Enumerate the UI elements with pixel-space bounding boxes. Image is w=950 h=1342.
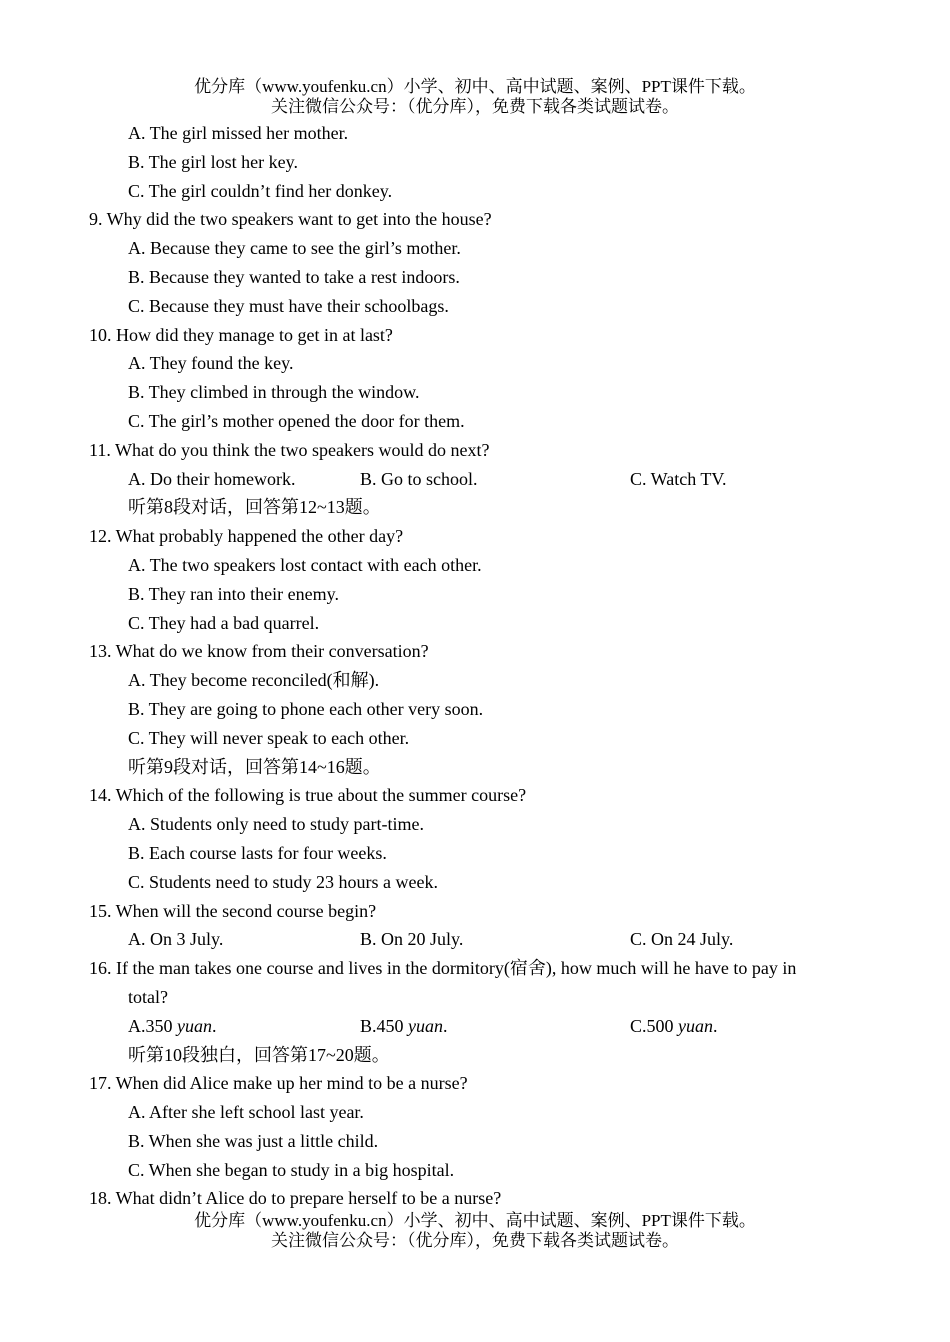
page-header [0,77,950,117]
q16-option-a-unit: yuan [177,1015,212,1036]
q16-option-b [360,1012,448,1041]
q16-option-a-period: . [212,1015,217,1036]
q14-option-a: A. Students only need to study part-time. [128,814,424,835]
q10-option-c: C. The girl’s mother opened the door for them. [128,410,465,431]
q10-option-b: B. They climbed in through the window. [128,382,420,403]
q17-option-c: C. When she began to study in a big hospital. [128,1159,455,1180]
q12-option-b: B. They ran into their enemy. [128,583,339,604]
q15-options [0,925,950,954]
q15-text: 15. When will the second course begin? [89,900,377,921]
q12-text: 12. What probably happened the other day? [89,526,404,547]
q17-text: 17. When did Alice make up her mind to be a nurse? [89,1073,468,1094]
q14-text: 14. Which of the following is true about the summer course? [89,785,527,806]
q16-option-b-period: . [443,1015,448,1036]
q11-options [0,465,950,494]
q10-text: 10. How did they manage to get in at last? [89,324,393,345]
instruction-section-9: 听第9段对话，回答第14~16题。 [128,756,381,777]
q9-option-a: A. Because they came to see the girl’s mother. [128,238,461,259]
q13-option-b: B. They are going to phone each other very soon. [128,698,484,719]
q16-option-c [630,1012,718,1041]
q13-option-a: A. They become reconciled(和解). [128,670,380,691]
q11-option-b: B. Go to school. [360,468,478,489]
q14-option-c: C. Students need to study 23 hours a week. [128,871,438,892]
q16-text-continued: total? [128,986,168,1007]
q13-text: 13. What do we know from their conversation? [89,641,429,662]
footer-line-2: 关注微信公众号：（优分库），免费下载各类试题试卷。 [271,1231,679,1250]
q12-option-c: C. They had a bad quarrel. [128,612,320,633]
page-footer [0,1211,950,1251]
q16-text: 16. If the man takes one course and lives in the dormitory(宿舍), how much will he have to pay in [89,958,797,979]
q12-option-a: A. The two speakers lost contact with each other. [128,554,482,575]
header-line-1: 优分库（www.youfenku.cn）小学、初中、高中试题、案例、PPT课件下载。 [194,77,756,96]
q16-option-c-amount: C.500 [630,1015,674,1036]
q9-text: 9. Why did the two speakers want to get into the house? [89,209,492,230]
q17-option-b: B. When she was just a little child. [128,1130,379,1151]
q16-option-b-amount: B.450 [360,1015,404,1036]
q8-option-b: B. The girl lost her key. [128,151,298,172]
q11-option-c: C. Watch TV. [630,468,727,489]
q16-option-a [128,1012,217,1041]
q8-option-a: A. The girl missed her mother. [128,123,349,143]
question-list [0,119,950,1213]
footer-line-1: 优分库（www.youfenku.cn）小学、初中、高中试题、案例、PPT课件下载。 [194,1211,756,1230]
header-line-2: 关注微信公众号：（优分库），免费下载各类试题试卷。 [271,97,679,116]
q11-text: 11. What do you think the two speakers would do next? [89,439,490,460]
q17-option-a: A. After she left school last year. [128,1102,364,1123]
q18-text: 18. What didn’t Alice do to prepare herself to be a nurse? [89,1188,502,1209]
q16-option-c-period: . [713,1015,718,1036]
q13-option-c: C. They will never speak to each other. [128,727,410,748]
q8-option-c: C. The girl couldn’t find her donkey. [128,180,393,201]
q11-option-a: A. Do their homework. [128,468,296,489]
q9-option-b: B. Because they wanted to take a rest indoors. [128,266,460,287]
q16-option-a-amount: A.350 [128,1015,173,1036]
q16-options [0,1012,950,1041]
instruction-section-10: 听第10段独白，回答第17~20题。 [128,1044,390,1065]
q10-option-a: A. They found the key. [128,353,294,374]
q15-option-b: B. On 20 July. [360,929,464,950]
q15-option-c: C. On 24 July. [630,929,734,950]
instruction-section-8: 听第8段对话，回答第12~13题。 [128,497,381,518]
q9-option-c: C. Because they must have their schoolbags. [128,295,449,316]
q16-option-b-unit: yuan [408,1015,444,1036]
q14-option-b: B. Each course lasts for four weeks. [128,842,387,863]
q16-option-c-unit: yuan [678,1015,714,1036]
q15-option-a: A. On 3 July. [128,929,224,950]
